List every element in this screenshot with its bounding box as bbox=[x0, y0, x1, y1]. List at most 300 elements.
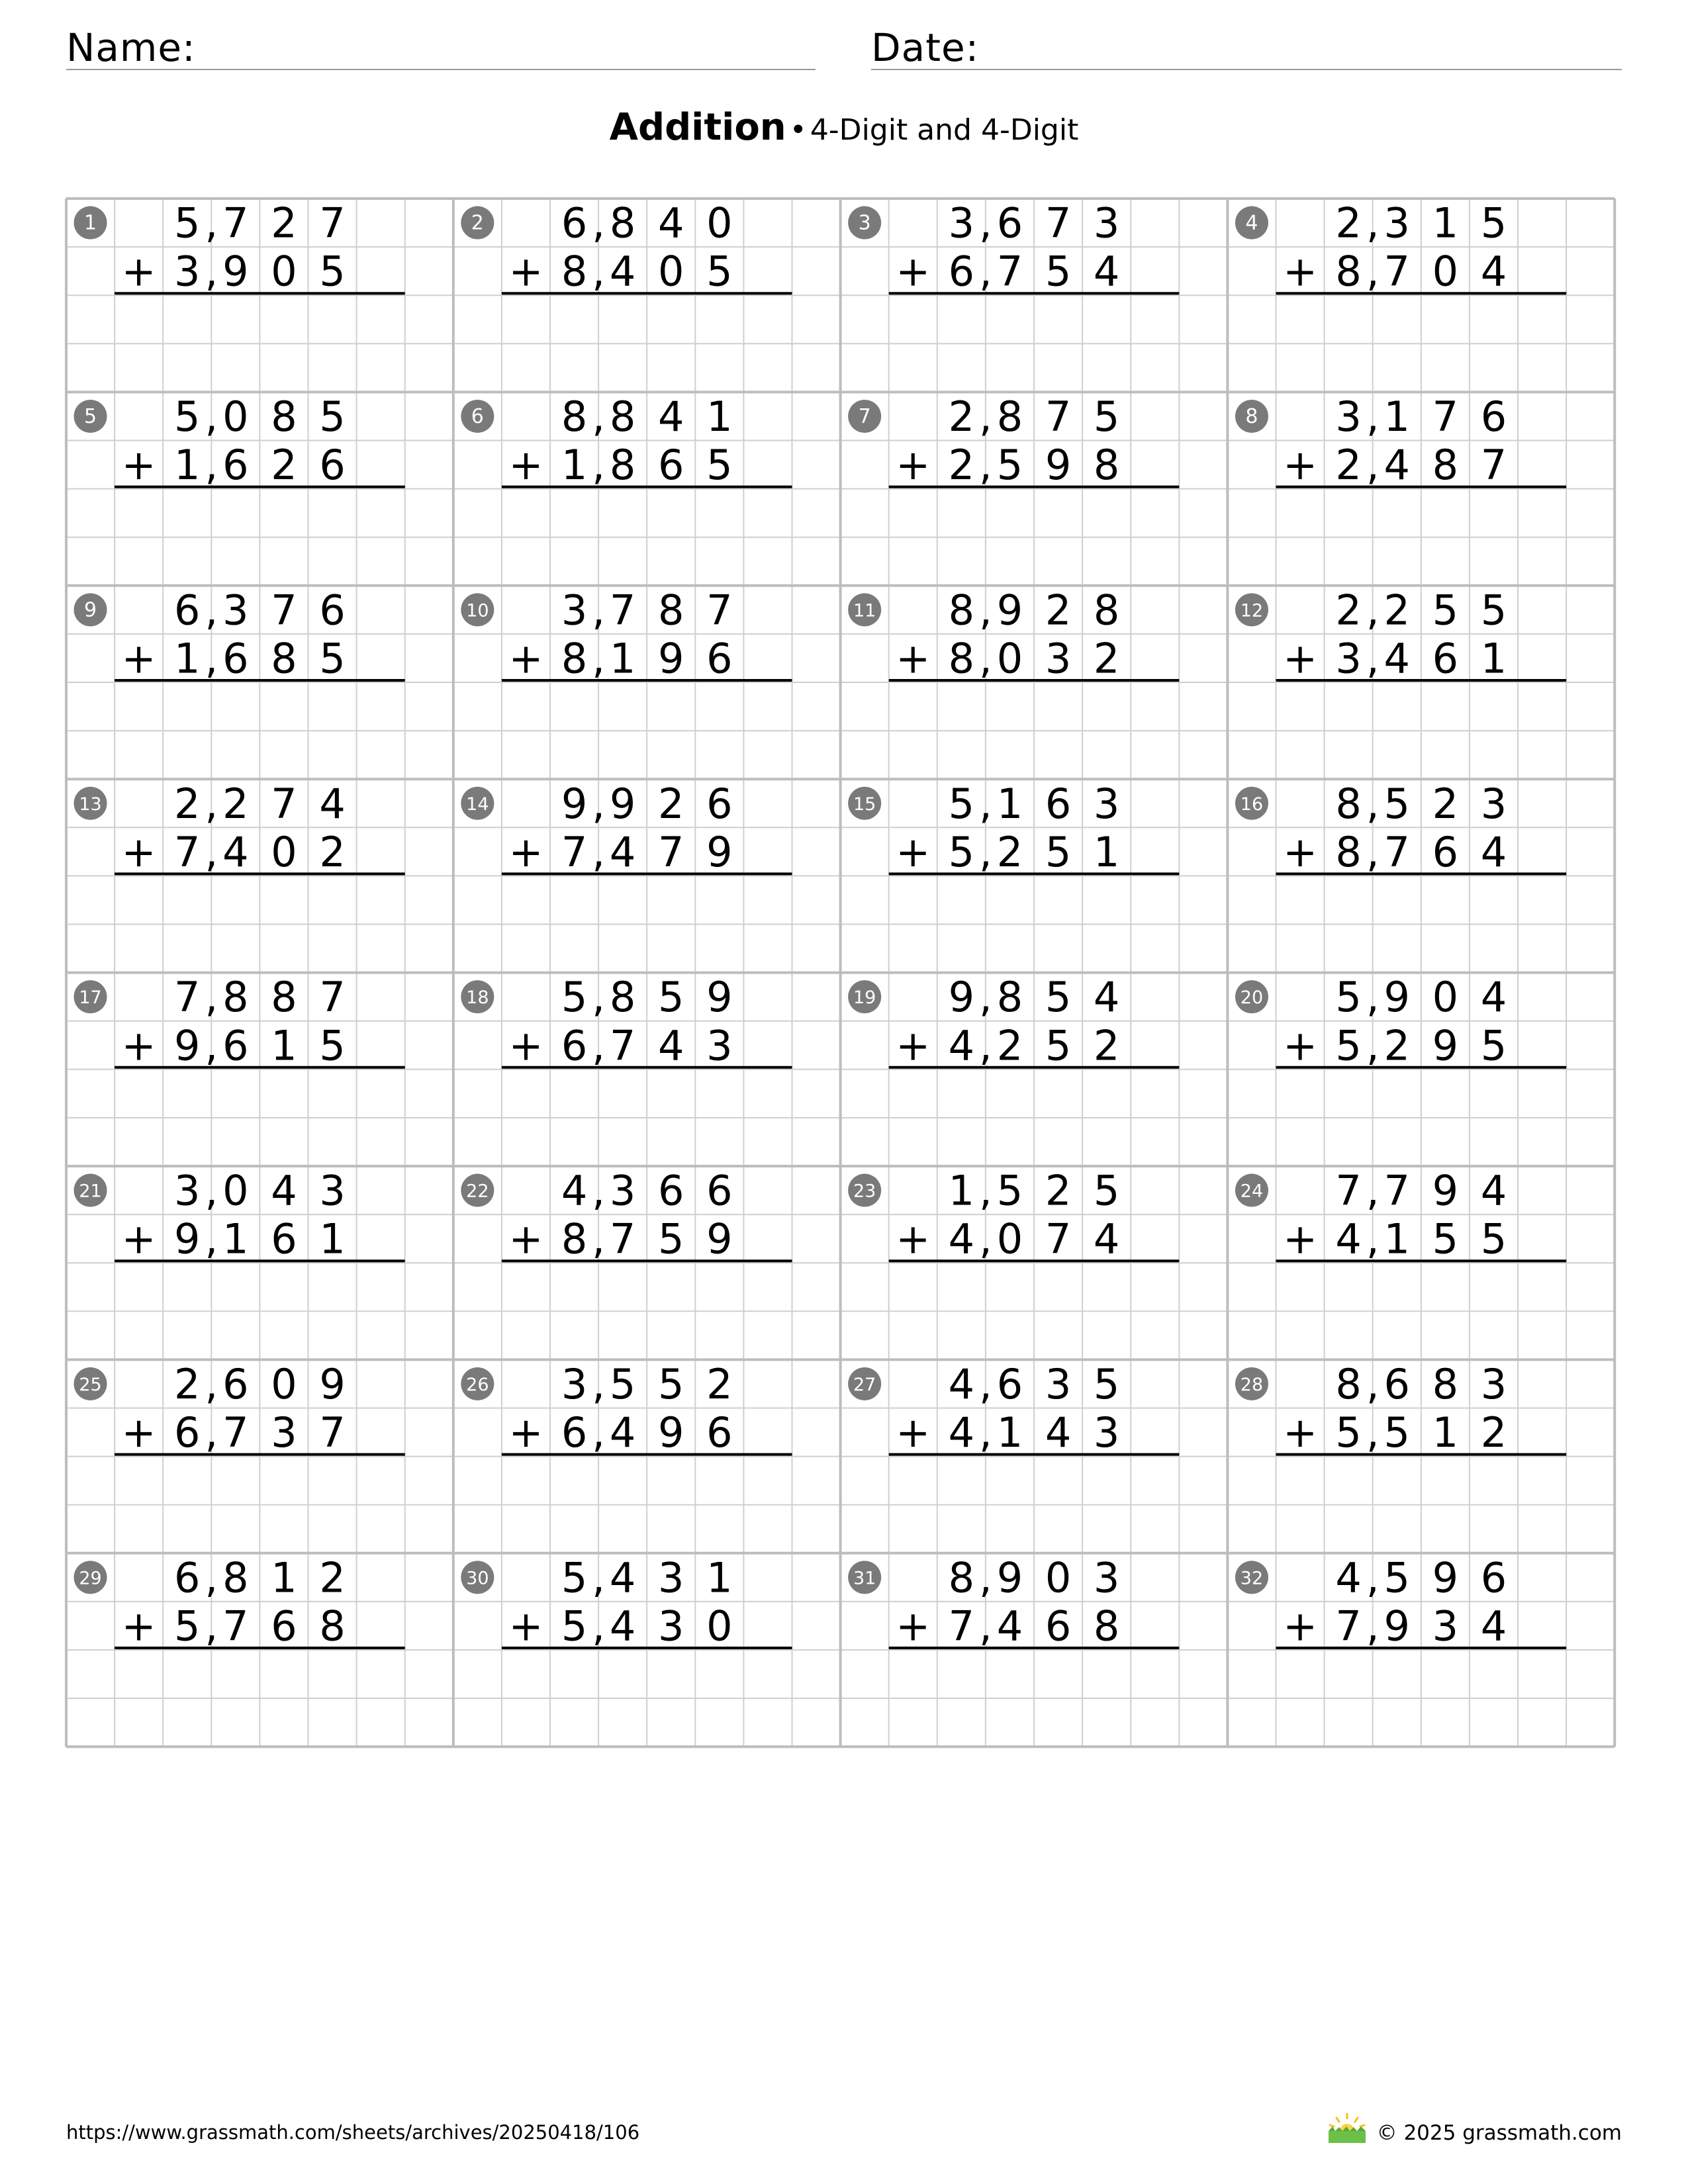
bottom-addend-digit: 6 bbox=[561, 1021, 588, 1070]
bottom-addend-digit: 5 bbox=[706, 247, 733, 296]
bottom-addend-digit: 4 bbox=[609, 1602, 636, 1651]
plus-operator: + bbox=[896, 634, 931, 683]
problem-number: 18 bbox=[466, 987, 489, 1009]
top-addend-digit: 7 bbox=[1335, 1166, 1362, 1215]
plus-operator: + bbox=[121, 1021, 156, 1070]
thousands-separator: , bbox=[979, 1021, 992, 1070]
bottom-addend-digit: 0 bbox=[271, 827, 297, 876]
bottom-addend-digit: 3 bbox=[706, 1021, 733, 1070]
top-addend-digit: 2 bbox=[658, 779, 684, 828]
bottom-addend-digit: 5 bbox=[706, 441, 733, 490]
top-addend-digit: 2 bbox=[1383, 586, 1410, 635]
top-addend-digit: 5 bbox=[996, 1166, 1023, 1215]
top-addend-digit: 1 bbox=[271, 1553, 297, 1602]
thousands-separator: , bbox=[1366, 779, 1380, 828]
bottom-addend-digit: 8 bbox=[1432, 441, 1459, 490]
thousands-separator: , bbox=[205, 392, 218, 441]
top-addend-digit: 9 bbox=[561, 779, 588, 828]
plus-operator: + bbox=[508, 1214, 543, 1263]
top-addend-digit: 8 bbox=[271, 973, 297, 1022]
bottom-addend-digit: 9 bbox=[1383, 1602, 1410, 1651]
thousands-separator: , bbox=[205, 634, 218, 683]
top-addend-digit: 7 bbox=[174, 973, 201, 1022]
bottom-addend-digit: 2 bbox=[1335, 441, 1362, 490]
bottom-addend-digit: 1 bbox=[561, 441, 588, 490]
bottom-addend-digit: 5 bbox=[1335, 1408, 1362, 1457]
top-addend-digit: 4 bbox=[1480, 1166, 1507, 1215]
bottom-addend-digit: 1 bbox=[319, 1214, 346, 1263]
bottom-addend-digit: 3 bbox=[1335, 634, 1362, 683]
top-addend-digit: 3 bbox=[174, 1166, 201, 1215]
top-addend-digit: 5 bbox=[1093, 1359, 1120, 1408]
bottom-addend-digit: 2 bbox=[1093, 634, 1120, 683]
bottom-addend-digit: 5 bbox=[1045, 247, 1072, 296]
top-addend-digit: 7 bbox=[1045, 392, 1072, 441]
bottom-addend-digit: 5 bbox=[319, 1021, 346, 1070]
top-addend-digit: 5 bbox=[1335, 973, 1362, 1022]
bottom-addend-digit: 8 bbox=[561, 634, 588, 683]
top-addend-digit: 1 bbox=[996, 779, 1023, 828]
top-addend-digit: 3 bbox=[1093, 1553, 1120, 1602]
bottom-addend-digit: 6 bbox=[271, 1602, 297, 1651]
problem-number: 32 bbox=[1240, 1568, 1264, 1589]
top-addend-digit: 0 bbox=[271, 1359, 297, 1408]
bottom-addend-digit: 9 bbox=[658, 1408, 684, 1457]
bottom-addend-digit: 4 bbox=[948, 1408, 975, 1457]
top-addend-digit: 2 bbox=[319, 1553, 346, 1602]
top-addend-digit: 8 bbox=[222, 973, 249, 1022]
bottom-addend-digit: 4 bbox=[1480, 247, 1507, 296]
top-addend-digit: 7 bbox=[609, 586, 636, 635]
bottom-addend-digit: 1 bbox=[1093, 827, 1120, 876]
top-addend-digit: 3 bbox=[319, 1166, 346, 1215]
top-addend-digit: 6 bbox=[222, 1359, 249, 1408]
top-addend-digit: 9 bbox=[996, 586, 1023, 635]
top-addend-digit: 1 bbox=[1432, 199, 1459, 248]
top-addend-digit: 9 bbox=[1383, 973, 1410, 1022]
top-addend-digit: 9 bbox=[1432, 1553, 1459, 1602]
problem-number: 31 bbox=[853, 1568, 876, 1589]
top-addend-digit: 2 bbox=[1432, 779, 1459, 828]
bottom-addend-digit: 9 bbox=[658, 634, 684, 683]
thousands-separator: , bbox=[592, 1021, 605, 1070]
top-addend-digit: 4 bbox=[561, 1166, 588, 1215]
top-addend-digit: 4 bbox=[1335, 1553, 1362, 1602]
plus-operator: + bbox=[121, 827, 156, 876]
top-addend-digit: 6 bbox=[1045, 779, 1072, 828]
thousands-separator: , bbox=[205, 586, 218, 635]
top-addend-digit: 8 bbox=[1093, 586, 1120, 635]
thousands-separator: , bbox=[1366, 1021, 1380, 1070]
plus-operator: + bbox=[896, 1408, 931, 1457]
thousands-separator: , bbox=[592, 1408, 605, 1457]
bottom-addend-digit: 4 bbox=[658, 1021, 684, 1070]
problem-number: 10 bbox=[466, 600, 489, 621]
thousands-separator: , bbox=[979, 199, 992, 248]
bottom-addend-digit: 1 bbox=[222, 1214, 249, 1263]
top-addend-digit: 7 bbox=[1432, 392, 1459, 441]
bottom-addend-digit: 4 bbox=[222, 827, 249, 876]
bottom-addend-digit: 5 bbox=[1480, 1021, 1507, 1070]
plus-operator: + bbox=[121, 1602, 156, 1651]
plus-operator: + bbox=[1283, 441, 1318, 490]
thousands-separator: , bbox=[205, 1408, 218, 1457]
problem-number: 1 bbox=[84, 211, 97, 235]
thousands-separator: , bbox=[592, 441, 605, 490]
top-addend-digit: 7 bbox=[319, 199, 346, 248]
top-addend-digit: 5 bbox=[174, 392, 201, 441]
top-addend-digit: 3 bbox=[1383, 199, 1410, 248]
title-main: Addition bbox=[609, 106, 786, 149]
bottom-addend-digit: 5 bbox=[996, 441, 1023, 490]
bottom-addend-digit: 3 bbox=[1432, 1602, 1459, 1651]
bottom-addend-digit: 1 bbox=[174, 441, 201, 490]
top-addend-digit: 7 bbox=[271, 586, 297, 635]
bottom-addend-digit: 1 bbox=[1432, 1408, 1459, 1457]
bottom-addend-digit: 3 bbox=[271, 1408, 297, 1457]
thousands-separator: , bbox=[592, 247, 605, 296]
top-addend-digit: 3 bbox=[948, 199, 975, 248]
problem-number: 24 bbox=[1240, 1181, 1264, 1202]
top-addend-digit: 1 bbox=[706, 1553, 733, 1602]
top-addend-digit: 5 bbox=[319, 392, 346, 441]
top-addend-digit: 2 bbox=[271, 199, 297, 248]
thousands-separator: , bbox=[1366, 1359, 1380, 1408]
bottom-addend-digit: 3 bbox=[174, 247, 201, 296]
top-addend-digit: 0 bbox=[222, 1166, 249, 1215]
plus-operator: + bbox=[1283, 1214, 1318, 1263]
problem-number: 7 bbox=[858, 404, 871, 428]
top-addend-digit: 8 bbox=[1432, 1359, 1459, 1408]
problem-number: 25 bbox=[79, 1374, 102, 1395]
top-addend-digit: 8 bbox=[658, 586, 684, 635]
top-addend-digit: 6 bbox=[174, 586, 201, 635]
bottom-addend-digit: 4 bbox=[1480, 1602, 1507, 1651]
problem-number: 22 bbox=[466, 1181, 489, 1202]
top-addend-digit: 8 bbox=[948, 1553, 975, 1602]
bottom-addend-digit: 8 bbox=[1093, 441, 1120, 490]
bottom-addend-digit: 5 bbox=[319, 634, 346, 683]
thousands-separator: , bbox=[592, 1359, 605, 1408]
top-addend-digit: 9 bbox=[948, 973, 975, 1022]
top-addend-digit: 5 bbox=[948, 779, 975, 828]
plus-operator: + bbox=[508, 1602, 543, 1651]
top-addend-digit: 4 bbox=[271, 1166, 297, 1215]
bottom-addend-digit: 5 bbox=[948, 827, 975, 876]
plus-operator: + bbox=[1283, 247, 1318, 296]
thousands-separator: , bbox=[592, 827, 605, 876]
bottom-addend-digit: 6 bbox=[658, 441, 684, 490]
top-addend-digit: 7 bbox=[319, 973, 346, 1022]
thousands-separator: , bbox=[592, 586, 605, 635]
plus-operator: + bbox=[508, 827, 543, 876]
problem-number: 13 bbox=[79, 794, 102, 815]
thousands-separator: , bbox=[979, 247, 992, 296]
thousands-separator: , bbox=[205, 779, 218, 828]
top-addend-digit: 5 bbox=[1093, 392, 1120, 441]
bottom-addend-digit: 5 bbox=[319, 247, 346, 296]
top-addend-digit: 1 bbox=[706, 392, 733, 441]
top-addend-digit: 5 bbox=[1045, 973, 1072, 1022]
top-addend-digit: 6 bbox=[1383, 1359, 1410, 1408]
top-addend-digit: 9 bbox=[609, 779, 636, 828]
bottom-addend-digit: 4 bbox=[609, 247, 636, 296]
thousands-separator: , bbox=[205, 1214, 218, 1263]
title-separator: • bbox=[789, 113, 807, 147]
problem-number: 28 bbox=[1240, 1374, 1264, 1395]
problem-number: 15 bbox=[853, 794, 876, 815]
problem-number: 12 bbox=[1240, 600, 1264, 621]
plus-operator: + bbox=[508, 634, 543, 683]
top-addend-digit: 6 bbox=[706, 1166, 733, 1215]
top-addend-digit: 2 bbox=[1335, 586, 1362, 635]
thousands-separator: , bbox=[979, 779, 992, 828]
top-addend-digit: 0 bbox=[222, 392, 249, 441]
top-addend-digit: 8 bbox=[222, 1553, 249, 1602]
thousands-separator: , bbox=[979, 634, 992, 683]
name-label: Name: bbox=[66, 25, 196, 70]
thousands-separator: , bbox=[1366, 1602, 1380, 1651]
bottom-addend-digit: 7 bbox=[1335, 1602, 1362, 1651]
top-addend-digit: 5 bbox=[658, 1359, 684, 1408]
top-addend-digit: 5 bbox=[1480, 586, 1507, 635]
plus-operator: + bbox=[1283, 1021, 1318, 1070]
problem-number: 4 bbox=[1245, 211, 1258, 235]
problem-number: 21 bbox=[79, 1181, 102, 1202]
top-addend-digit: 3 bbox=[1093, 779, 1120, 828]
bottom-addend-digit: 5 bbox=[1383, 1408, 1410, 1457]
bottom-addend-digit: 9 bbox=[174, 1021, 201, 1070]
thousands-separator: , bbox=[979, 1359, 992, 1408]
top-addend-digit: 3 bbox=[1480, 779, 1507, 828]
top-addend-digit: 8 bbox=[1335, 779, 1362, 828]
plus-operator: + bbox=[1283, 1602, 1318, 1651]
thousands-separator: , bbox=[592, 973, 605, 1022]
top-addend-digit: 5 bbox=[561, 973, 588, 1022]
thousands-separator: , bbox=[979, 1166, 992, 1215]
problem-number: 16 bbox=[1240, 794, 1264, 815]
bottom-addend-digit: 6 bbox=[706, 634, 733, 683]
top-addend-digit: 8 bbox=[1335, 1359, 1362, 1408]
top-addend-digit: 1 bbox=[1383, 392, 1410, 441]
bottom-addend-digit: 2 bbox=[1480, 1408, 1507, 1457]
bottom-addend-digit: 7 bbox=[1480, 441, 1507, 490]
thousands-separator: , bbox=[979, 586, 992, 635]
bottom-addend-digit: 7 bbox=[319, 1408, 346, 1457]
bottom-addend-digit: 4 bbox=[1480, 827, 1507, 876]
top-addend-digit: 3 bbox=[222, 586, 249, 635]
thousands-separator: , bbox=[205, 199, 218, 248]
bottom-addend-digit: 6 bbox=[271, 1214, 297, 1263]
top-addend-digit: 6 bbox=[174, 1553, 201, 1602]
top-addend-digit: 7 bbox=[271, 779, 297, 828]
top-addend-digit: 5 bbox=[1383, 1553, 1410, 1602]
thousands-separator: , bbox=[1366, 247, 1380, 296]
top-addend-digit: 5 bbox=[174, 199, 201, 248]
bottom-addend-digit: 3 bbox=[1045, 634, 1072, 683]
bottom-addend-digit: 4 bbox=[1335, 1214, 1362, 1263]
bottom-addend-digit: 6 bbox=[1432, 827, 1459, 876]
thousands-separator: , bbox=[1366, 1553, 1380, 1602]
footer-url[interactable]: https://www.grassmath.com/sheets/archives/20250418/106 bbox=[66, 2121, 640, 2144]
plus-operator: + bbox=[121, 1408, 156, 1457]
top-addend-digit: 8 bbox=[561, 392, 588, 441]
plus-operator: + bbox=[508, 1021, 543, 1070]
bottom-addend-digit: 9 bbox=[222, 247, 249, 296]
problem-number: 9 bbox=[84, 598, 97, 622]
top-addend-digit: 4 bbox=[948, 1359, 975, 1408]
problem-number: 29 bbox=[79, 1568, 102, 1589]
thousands-separator: , bbox=[205, 973, 218, 1022]
top-addend-digit: 2 bbox=[706, 1359, 733, 1408]
top-addend-digit: 6 bbox=[561, 199, 588, 248]
bottom-addend-digit: 4 bbox=[948, 1021, 975, 1070]
plus-operator: + bbox=[896, 1602, 931, 1651]
top-addend-digit: 3 bbox=[1045, 1359, 1072, 1408]
top-addend-digit: 3 bbox=[561, 586, 588, 635]
bottom-addend-digit: 8 bbox=[609, 441, 636, 490]
plus-operator: + bbox=[121, 247, 156, 296]
problem-number: 23 bbox=[853, 1181, 876, 1202]
bottom-addend-digit: 6 bbox=[1432, 634, 1459, 683]
top-addend-digit: 6 bbox=[658, 1166, 684, 1215]
top-addend-digit: 7 bbox=[706, 586, 733, 635]
problem-number: 19 bbox=[853, 987, 876, 1009]
bottom-addend-digit: 7 bbox=[609, 1021, 636, 1070]
bottom-addend-digit: 6 bbox=[561, 1408, 588, 1457]
problem-number: 17 bbox=[79, 987, 102, 1009]
title-subtitle: 4-Digit and 4-Digit bbox=[810, 113, 1079, 147]
top-addend-digit: 8 bbox=[609, 392, 636, 441]
bottom-addend-digit: 1 bbox=[174, 634, 201, 683]
bottom-addend-digit: 7 bbox=[1383, 247, 1410, 296]
thousands-separator: , bbox=[592, 392, 605, 441]
bottom-addend-digit: 5 bbox=[174, 1602, 201, 1651]
top-addend-digit: 6 bbox=[706, 779, 733, 828]
top-addend-digit: 2 bbox=[948, 392, 975, 441]
bottom-addend-digit: 4 bbox=[1383, 441, 1410, 490]
top-addend-digit: 8 bbox=[609, 973, 636, 1022]
thousands-separator: , bbox=[592, 1553, 605, 1602]
bottom-addend-digit: 4 bbox=[1383, 634, 1410, 683]
top-addend-digit: 3 bbox=[609, 1166, 636, 1215]
plus-operator: + bbox=[121, 1214, 156, 1263]
thousands-separator: , bbox=[205, 1602, 218, 1651]
bottom-addend-digit: 4 bbox=[1093, 1214, 1120, 1263]
bottom-addend-digit: 8 bbox=[1335, 827, 1362, 876]
bottom-addend-digit: 1 bbox=[609, 634, 636, 683]
bottom-addend-digit: 6 bbox=[174, 1408, 201, 1457]
top-addend-digit: 3 bbox=[561, 1359, 588, 1408]
top-addend-digit: 2 bbox=[1045, 586, 1072, 635]
bottom-addend-digit: 2 bbox=[271, 441, 297, 490]
plus-operator: + bbox=[1283, 827, 1318, 876]
bottom-addend-digit: 7 bbox=[948, 1602, 975, 1651]
bottom-addend-digit: 2 bbox=[1093, 1021, 1120, 1070]
bottom-addend-digit: 5 bbox=[561, 1602, 588, 1651]
thousands-separator: , bbox=[205, 1021, 218, 1070]
bottom-addend-digit: 3 bbox=[658, 1602, 684, 1651]
bottom-addend-digit: 2 bbox=[996, 1021, 1023, 1070]
bottom-addend-digit: 4 bbox=[948, 1214, 975, 1263]
bottom-addend-digit: 7 bbox=[561, 827, 588, 876]
thousands-separator: , bbox=[1366, 973, 1380, 1022]
bottom-addend-digit: 9 bbox=[706, 827, 733, 876]
thousands-separator: , bbox=[979, 1214, 992, 1263]
bottom-addend-digit: 7 bbox=[1383, 827, 1410, 876]
bottom-addend-digit: 8 bbox=[948, 634, 975, 683]
bottom-addend-digit: 8 bbox=[1093, 1602, 1120, 1651]
plus-operator: + bbox=[896, 441, 931, 490]
bottom-addend-digit: 8 bbox=[561, 1214, 588, 1263]
bottom-addend-digit: 0 bbox=[658, 247, 684, 296]
bottom-addend-digit: 1 bbox=[1480, 634, 1507, 683]
top-addend-digit: 6 bbox=[319, 586, 346, 635]
problem-number: 14 bbox=[466, 794, 489, 815]
top-addend-digit: 4 bbox=[609, 1553, 636, 1602]
top-addend-digit: 6 bbox=[996, 1359, 1023, 1408]
top-addend-digit: 5 bbox=[561, 1553, 588, 1602]
bottom-addend-digit: 7 bbox=[174, 827, 201, 876]
top-addend-digit: 6 bbox=[1480, 392, 1507, 441]
bottom-addend-digit: 7 bbox=[1045, 1214, 1072, 1263]
top-addend-digit: 8 bbox=[996, 392, 1023, 441]
bottom-addend-digit: 3 bbox=[1093, 1408, 1120, 1457]
thousands-separator: , bbox=[205, 1166, 218, 1215]
bottom-addend-digit: 2 bbox=[319, 827, 346, 876]
thousands-separator: , bbox=[979, 973, 992, 1022]
thousands-separator: , bbox=[979, 1408, 992, 1457]
thousands-separator: , bbox=[1366, 392, 1380, 441]
bottom-addend-digit: 4 bbox=[609, 827, 636, 876]
bottom-addend-digit: 5 bbox=[1480, 1214, 1507, 1263]
bottom-addend-digit: 5 bbox=[1335, 1021, 1362, 1070]
bottom-addend-digit: 1 bbox=[271, 1021, 297, 1070]
plus-operator: + bbox=[121, 634, 156, 683]
thousands-separator: , bbox=[1366, 1214, 1380, 1263]
bottom-addend-digit: 0 bbox=[706, 1602, 733, 1651]
bottom-addend-digit: 4 bbox=[1093, 247, 1120, 296]
plus-operator: + bbox=[1283, 634, 1318, 683]
top-addend-digit: 8 bbox=[609, 199, 636, 248]
thousands-separator: , bbox=[1366, 634, 1380, 683]
top-addend-digit: 9 bbox=[319, 1359, 346, 1408]
plus-operator: + bbox=[121, 441, 156, 490]
bottom-addend-digit: 5 bbox=[1045, 827, 1072, 876]
top-addend-digit: 2 bbox=[174, 779, 201, 828]
thousands-separator: , bbox=[1366, 827, 1380, 876]
problem-number: 26 bbox=[466, 1374, 489, 1395]
top-addend-digit: 8 bbox=[996, 973, 1023, 1022]
thousands-separator: , bbox=[205, 441, 218, 490]
bottom-addend-digit: 8 bbox=[271, 634, 297, 683]
thousands-separator: , bbox=[979, 1553, 992, 1602]
top-addend-digit: 4 bbox=[1480, 973, 1507, 1022]
bottom-addend-digit: 4 bbox=[1045, 1408, 1072, 1457]
thousands-separator: , bbox=[592, 779, 605, 828]
top-addend-digit: 5 bbox=[1093, 1166, 1120, 1215]
problem-number: 5 bbox=[84, 404, 97, 428]
plus-operator: + bbox=[896, 1214, 931, 1263]
plus-operator: + bbox=[896, 247, 931, 296]
top-addend-digit: 8 bbox=[948, 586, 975, 635]
bottom-addend-digit: 4 bbox=[996, 1602, 1023, 1651]
plus-operator: + bbox=[896, 827, 931, 876]
top-addend-digit: 9 bbox=[706, 973, 733, 1022]
thousands-separator: , bbox=[1366, 1166, 1380, 1215]
bottom-addend-digit: 8 bbox=[1335, 247, 1362, 296]
bottom-addend-digit: 7 bbox=[658, 827, 684, 876]
